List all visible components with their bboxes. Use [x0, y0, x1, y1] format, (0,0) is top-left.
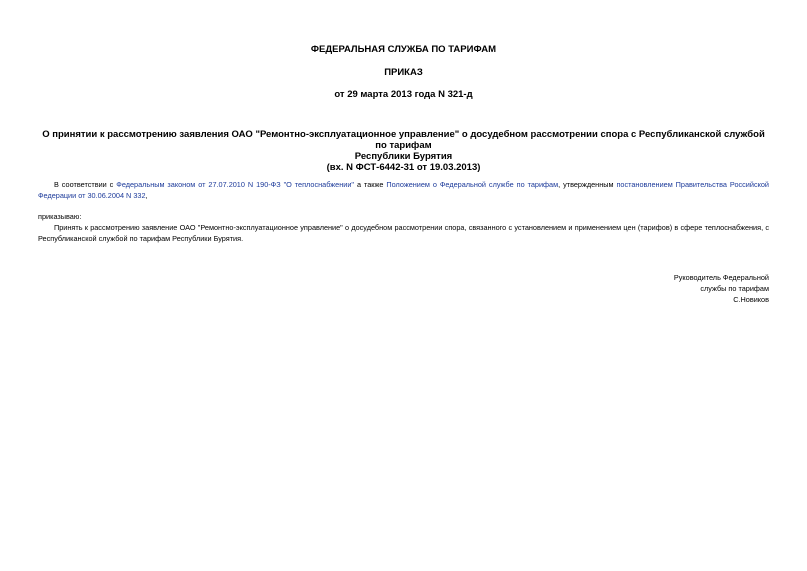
- signature-line-2: службы по тарифам: [700, 284, 769, 293]
- link-fst-regulation[interactable]: Положением о Федеральной службе по тарифам: [386, 180, 559, 189]
- title-line-1: О принятии к рассмотрению заявления ОАО "Ремонтно-эксплуатационное управление" о досудебном рассмотрении спора с Республиканской службой по тарифам: [42, 129, 765, 151]
- paragraph-intro: В соответствии с: [54, 180, 117, 189]
- paragraph-mid-2: , утвержденным: [558, 180, 617, 189]
- paragraph-end: ,: [145, 191, 148, 200]
- orders-word: приказываю:: [38, 212, 82, 221]
- signature-block: [569, 272, 769, 305]
- paragraph-legal-basis: [38, 179, 769, 201]
- paragraph-mid-1: а также: [354, 180, 387, 189]
- title-line-2: Республики Бурятия: [354, 151, 453, 162]
- paragraph-order-text: Принять к рассмотрению заявление ОАО "Ремонтно-эксплуатационное управление" о досудебном рассмотрении спора, связанного с установлением и применением цен (тарифов) в сфере теплоснабжения, с Республиканской службой по тарифам Республики Бурятия.: [38, 223, 769, 243]
- title-line-3: (вх. N ФСТ-6442-31 от 19.03.2013): [326, 162, 481, 173]
- link-government-decree[interactable]: постановлением Правительства Российской Федерации от 30.06.2004 N 332: [38, 180, 770, 200]
- document-date-line: от 29 марта 2013 года N 321-д: [334, 89, 473, 100]
- document-title: [38, 129, 769, 173]
- link-federal-law[interactable]: Федеральным законом от 27.07.2010 N 190-ФЗ "О теплоснабжении": [116, 180, 355, 189]
- signature-line-1: Руководитель Федеральной: [673, 273, 769, 282]
- signature-name: С.Новиков: [733, 295, 769, 304]
- agency-heading: ФЕДЕРАЛЬНАЯ СЛУЖБА ПО ТАРИФАМ: [310, 44, 497, 55]
- document-type-heading: ПРИКАЗ: [384, 67, 423, 78]
